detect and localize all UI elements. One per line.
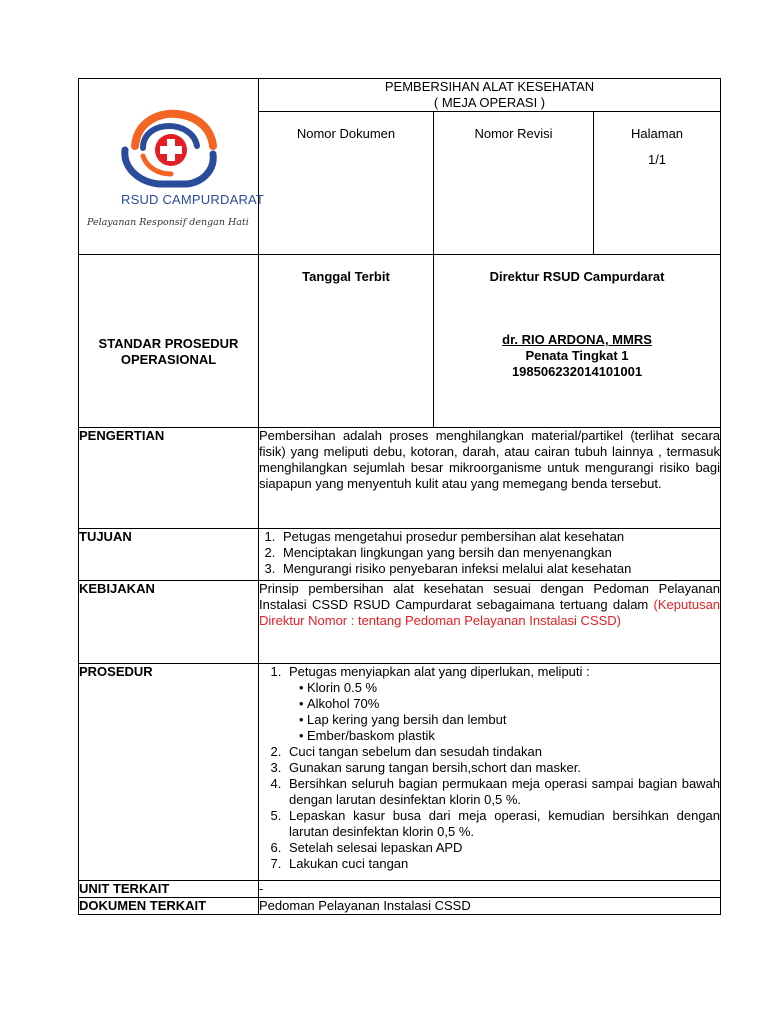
- hospital-tagline: Pelayanan Responsif dengan Hati: [87, 217, 249, 228]
- tujuan-item: 1. Petugas mengetahui prosedur pembersihan alat kesehatan: [279, 529, 720, 545]
- prosedur-step: 5. Lepaskan kasur busa dari meja operasi, kemudian bersihkan dengan larutan desinfektan klorin 0,5 %.: [285, 808, 720, 840]
- hospital-logo-icon: [115, 106, 225, 191]
- nomor-dokumen-cell: [259, 112, 434, 255]
- document-title-line1: PEMBERSIHAN ALAT KESEHATAN: [384, 79, 595, 94]
- prosedur-step: 7. Lakukan cuci tangan: [285, 856, 720, 872]
- prosedur-label: PROSEDUR: [79, 664, 259, 881]
- kebijakan-text: Prinsip pembersihan alat kesehatan sesuai dengan Pedoman Pelayanan Instalasi CSSD RSUD Campurdarat sebagaimana tertuang dalam: [259, 581, 721, 612]
- sop-label: STANDAR PROSEDUR OPERASIONAL: [98, 336, 239, 367]
- prosedur-step: 3. Gunakan sarung tangan bersih,schort dan masker.: [285, 760, 720, 776]
- dokumen-terkait-value: Pedoman Pelayanan Instalasi CSSD: [259, 898, 721, 915]
- tanggal-terbit-cell: [259, 255, 434, 428]
- prosedur-step: [285, 664, 720, 744]
- logo-block: [79, 79, 265, 255]
- prosedur-step: 2. Cuci tangan sebelum dan sesudah tindakan: [285, 744, 720, 760]
- direktur-label: Direktur RSUD Campurdarat: [489, 269, 665, 284]
- direktur-cell: [434, 255, 721, 428]
- prosedur-list: [259, 664, 720, 872]
- tanggal-terbit-label: Tanggal Terbit: [302, 269, 390, 284]
- tujuan-list: [259, 529, 720, 577]
- halaman-label: Halaman: [631, 126, 684, 141]
- hospital-name: RSUD CAMPURDARAT: [121, 192, 265, 207]
- alat-list: [289, 680, 720, 744]
- director-rank: Penata Tingkat 1: [525, 348, 629, 363]
- alat-item: • Ember/baskom plastik: [299, 728, 720, 744]
- nomor-revisi-cell: [434, 112, 594, 255]
- alat-item: • Alkohol 70%: [299, 696, 720, 712]
- tujuan-label: TUJUAN: [79, 529, 259, 581]
- director-name: dr. RIO ARDONA, MMRS: [502, 332, 652, 347]
- document-title-line2: ( MEJA OPERASI ): [433, 95, 546, 110]
- document-title-cell: [259, 79, 721, 112]
- halaman-cell: [594, 112, 721, 255]
- halaman-value: 1/1: [647, 152, 667, 167]
- tujuan-item: 2. Menciptakan lingkungan yang bersih dan menyenangkan: [279, 545, 720, 561]
- kebijakan-reference: (Keputusan Direktur Nomor : tentang Pedoman Pelayanan Instalasi CSSD): [259, 597, 721, 628]
- unit-terkait-value: -: [259, 881, 721, 898]
- sop-document-table: [78, 78, 721, 915]
- tujuan-list-cell: [259, 529, 721, 581]
- prosedur-step-text: Petugas menyiapkan alat yang diperlukan, meliputi :: [289, 664, 590, 679]
- director-nip: 198506232014101001: [511, 364, 643, 379]
- pengertian-text: Pembersihan adalah proses menghilangkan material/partikel (terlihat secara fisik) yang meliputi debu, kotoran, darah, atau cairan tubuh lainnya , termasuk menghilangkan sejumlah besar mikroorganisme untuk mengurangi risiko bagi siapapun yang menyentuh kulit atau yang memegang benda tersebut.: [259, 428, 721, 529]
- kebijakan-label: KEBIJAKAN: [79, 581, 259, 664]
- prosedur-step: 6. Setelah selesai lepaskan APD: [285, 840, 720, 856]
- unit-terkait-label: UNIT TERKAIT: [79, 881, 259, 898]
- prosedur-cell: [259, 664, 721, 881]
- sop-label-cell: [79, 255, 259, 428]
- dokumen-terkait-label: DOKUMEN TERKAIT: [79, 898, 259, 915]
- pengertian-label: PENGERTIAN: [79, 428, 259, 529]
- nomor-dokumen-label: Nomor Dokumen: [296, 126, 396, 141]
- prosedur-step: 4. Bersihkan seluruh bagian permukaan meja operasi sampai bagian bawah dengan larutan desinfektan klorin 0,5 %.: [285, 776, 720, 808]
- alat-item: • Klorin 0.5 %: [299, 680, 720, 696]
- kebijakan-cell: [259, 581, 721, 664]
- tujuan-item: 3. Mengurangi risiko penyebaran infeksi melalui alat kesehatan: [279, 561, 720, 577]
- alat-item: • Lap kering yang bersih dan lembut: [299, 712, 720, 728]
- nomor-revisi-label: Nomor Revisi: [474, 126, 553, 141]
